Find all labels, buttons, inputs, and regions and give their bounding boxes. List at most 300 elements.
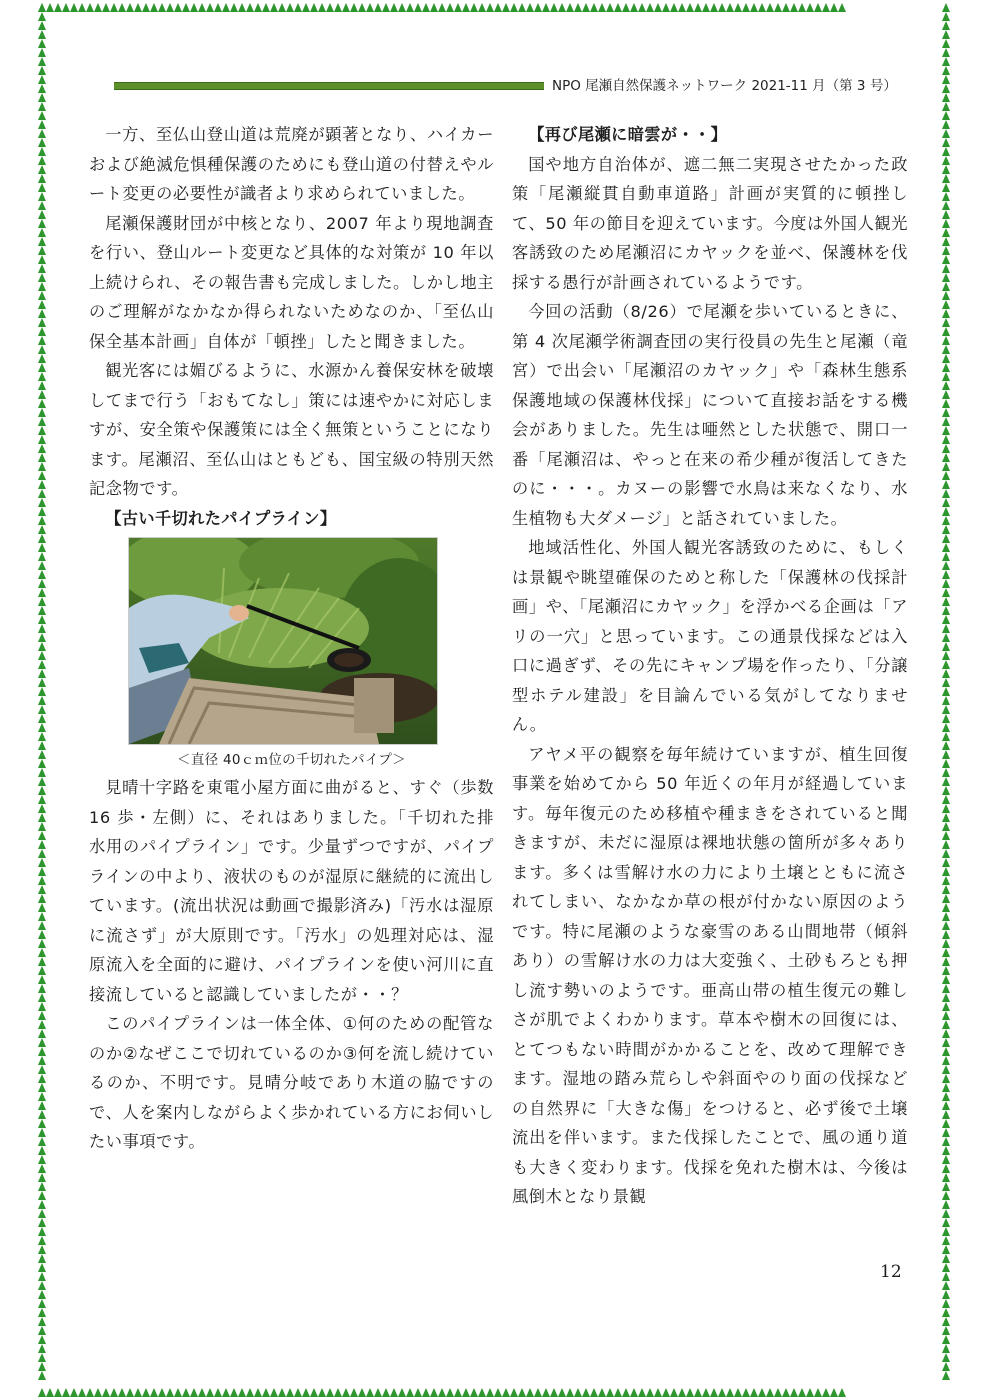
border-triangle <box>334 3 342 12</box>
border-triangle <box>942 192 950 201</box>
border-triangle <box>822 1388 830 1397</box>
border-triangle <box>294 1388 302 1397</box>
border-triangle <box>38 957 46 966</box>
border-triangle <box>702 3 710 12</box>
border-triangle <box>38 1308 46 1317</box>
border-triangle <box>942 156 950 165</box>
border-triangle <box>254 1388 262 1397</box>
border-triangle <box>214 1388 222 1397</box>
border-triangle <box>38 426 46 435</box>
border-triangle <box>38 1155 46 1164</box>
border-triangle <box>38 723 46 732</box>
border-triangle <box>38 309 46 318</box>
border-triangle <box>942 174 950 183</box>
border-triangle <box>38 867 46 876</box>
border-triangle <box>942 291 950 300</box>
border-triangle <box>38 75 46 84</box>
border-triangle <box>534 1388 542 1397</box>
border-triangle <box>942 705 950 714</box>
border-triangle <box>38 1011 46 1020</box>
border-triangle <box>54 1388 62 1397</box>
border-triangle <box>38 660 46 669</box>
border-triangle <box>678 3 686 12</box>
border-triangle <box>942 264 950 273</box>
border-triangle <box>38 111 46 120</box>
border-triangle <box>478 1388 486 1397</box>
border-triangle <box>942 147 950 156</box>
border-triangle <box>734 1388 742 1397</box>
border-triangle <box>766 3 774 12</box>
border-triangle <box>38 516 46 525</box>
border-triangle <box>142 1388 150 1397</box>
border-triangle <box>38 1029 46 1038</box>
border-triangle <box>38 912 46 921</box>
border-triangle <box>942 1119 950 1128</box>
border-triangle <box>942 426 950 435</box>
border-triangle <box>942 957 950 966</box>
border-triangle <box>38 507 46 516</box>
border-triangle <box>614 3 622 12</box>
border-triangle <box>630 3 638 12</box>
border-triangle <box>766 1388 774 1397</box>
border-triangle <box>942 1182 950 1191</box>
border-triangle <box>38 345 46 354</box>
border-triangle <box>742 1388 750 1397</box>
border-triangle <box>942 1020 950 1029</box>
border-triangle <box>38 633 46 642</box>
border-triangle <box>38 948 46 957</box>
border-triangle <box>38 66 46 75</box>
border-triangle <box>38 291 46 300</box>
border-triangle <box>942 696 950 705</box>
border-triangle <box>398 1388 406 1397</box>
border-triangle <box>598 3 606 12</box>
border-triangle <box>814 1388 822 1397</box>
border-triangle <box>542 3 550 12</box>
border-triangle <box>942 1362 950 1371</box>
border-triangle <box>38 1191 46 1200</box>
border-triangle <box>38 831 46 840</box>
border-triangle <box>750 3 758 12</box>
border-triangle <box>942 1056 950 1065</box>
border-triangle <box>38 840 46 849</box>
border-triangle <box>942 39 950 48</box>
border-triangle <box>942 408 950 417</box>
broken-pipe-photo <box>128 537 438 745</box>
border-triangle <box>38 1335 46 1344</box>
border-triangle <box>358 1388 366 1397</box>
border-triangle <box>38 480 46 489</box>
border-triangle <box>38 327 46 336</box>
border-triangle <box>774 3 782 12</box>
photo-caption: ＜直径 40ｃｍ位の千切れたパイプ＞ <box>177 752 406 768</box>
border-triangle <box>654 3 662 12</box>
border-triangle <box>646 3 654 12</box>
border-triangle <box>86 3 94 12</box>
border-triangle <box>38 156 46 165</box>
border-triangle <box>790 1388 798 1397</box>
border-triangle <box>374 1388 382 1397</box>
border-triangle <box>630 1388 638 1397</box>
border-triangle <box>606 3 614 12</box>
border-triangle <box>78 1388 86 1397</box>
border-triangle <box>942 939 950 948</box>
border-triangle <box>38 651 46 660</box>
newsletter-header-title: NPO 尾瀬自然保護ネットワーク 2021-11 月（第 3 号） <box>552 78 897 94</box>
border-triangle <box>942 1263 950 1272</box>
border-triangle <box>942 1299 950 1308</box>
border-triangle <box>454 1388 462 1397</box>
border-triangle <box>174 3 182 12</box>
border-triangle <box>750 1388 758 1397</box>
border-triangle <box>614 1388 622 1397</box>
border-triangle <box>38 1326 46 1335</box>
border-triangle <box>942 1326 950 1335</box>
border-triangle <box>38 615 46 624</box>
border-triangle <box>190 1388 198 1397</box>
border-triangle <box>942 750 950 759</box>
border-triangle <box>702 1388 710 1397</box>
border-triangle <box>942 318 950 327</box>
border-triangle <box>38 462 46 471</box>
border-triangle <box>38 354 46 363</box>
border-triangle <box>806 1388 814 1397</box>
border-triangle <box>262 1388 270 1397</box>
border-triangle <box>38 750 46 759</box>
border-triangle <box>942 1353 950 1362</box>
border-triangle <box>942 993 950 1002</box>
border-triangle <box>430 3 438 12</box>
border-triangle <box>942 1218 950 1227</box>
border-triangle <box>942 588 950 597</box>
border-triangle <box>38 552 46 561</box>
border-triangle <box>38 606 46 615</box>
border-triangle <box>38 390 46 399</box>
border-triangle <box>422 3 430 12</box>
border-triangle <box>38 939 46 948</box>
border-triangle <box>438 1388 446 1397</box>
border-triangle <box>38 1056 46 1065</box>
border-triangle <box>38 1173 46 1182</box>
border-triangle <box>38 183 46 192</box>
border-triangle <box>286 3 294 12</box>
border-triangle <box>430 1388 438 1397</box>
border-triangle <box>38 246 46 255</box>
border-triangle <box>118 3 126 12</box>
border-triangle <box>558 3 566 12</box>
border-triangle <box>262 3 270 12</box>
border-triangle <box>942 786 950 795</box>
border-triangle <box>38 876 46 885</box>
border-triangle <box>38 147 46 156</box>
paragraph: 国や地方自治体が、遮二無二実現させたかった政策「尾瀬縦貫自動車道路」計画が実質的に頓挫して、50 年の節目を迎えています。今度は外国人観光客誘致のため尾瀬沼にカヤックを並べ、保護林を伐採する愚行が計画されているようです。 <box>512 154 908 292</box>
border-triangle <box>310 3 318 12</box>
border-triangle <box>942 975 950 984</box>
border-triangle <box>38 1290 46 1299</box>
border-triangle <box>942 1083 950 1092</box>
border-triangle <box>38 1362 46 1371</box>
border-triangle <box>942 327 950 336</box>
paragraph: 一方、至仏山登山道は荒廃が顕著となり、ハイカーおよび絶滅危惧種保護のためにも登山道の付替えやルート変更の必要性が識者より求められていました。 <box>89 125 494 203</box>
border-triangle <box>102 3 110 12</box>
border-triangle <box>38 741 46 750</box>
border-triangle <box>942 732 950 741</box>
border-triangle <box>942 93 950 102</box>
border-triangle <box>414 1388 422 1397</box>
border-triangle <box>942 1245 950 1254</box>
border-triangle <box>38 1227 46 1236</box>
border-top-decoration <box>38 3 846 12</box>
border-triangle <box>726 3 734 12</box>
border-triangle <box>942 129 950 138</box>
border-triangle <box>38 579 46 588</box>
border-triangle <box>942 714 950 723</box>
border-triangle <box>374 3 382 12</box>
border-triangle <box>38 282 46 291</box>
border-triangle <box>438 3 446 12</box>
border-triangle <box>486 1388 494 1397</box>
border-triangle <box>38 372 46 381</box>
border-triangle <box>134 3 142 12</box>
border-triangle <box>38 1047 46 1056</box>
border-triangle <box>942 228 950 237</box>
border-triangle <box>398 3 406 12</box>
border-triangle <box>942 246 950 255</box>
border-triangle <box>38 561 46 570</box>
border-triangle <box>38 201 46 210</box>
border-triangle <box>782 1388 790 1397</box>
border-triangle <box>38 534 46 543</box>
border-triangle <box>198 1388 206 1397</box>
border-triangle <box>38 1218 46 1227</box>
border-triangle <box>38 363 46 372</box>
border-triangle <box>38 1272 46 1281</box>
border-triangle <box>38 453 46 462</box>
border-triangle <box>38 228 46 237</box>
border-triangle <box>942 1335 950 1344</box>
border-triangle <box>942 1191 950 1200</box>
border-triangle <box>942 273 950 282</box>
paragraph: 尾瀬保護財団が中核となり、2007 年より現地調査を行い、登山ルート変更など具体的な対策が 10 年以上続けられ、その報告書も完成しました。しかし地主のご理解がなかなか得られないためなのか、「至仏山保全基本計画」自体が「頓挫」したと聞きました。 <box>89 213 494 351</box>
border-triangle <box>942 282 950 291</box>
border-triangle <box>38 570 46 579</box>
border-triangle <box>942 237 950 246</box>
broken-pipe-photo-illustration <box>129 538 437 744</box>
border-triangle <box>142 3 150 12</box>
border-triangle <box>38 1101 46 1110</box>
border-triangle <box>942 561 950 570</box>
border-triangle <box>302 1388 310 1397</box>
border-triangle <box>318 1388 326 1397</box>
border-triangle <box>942 894 950 903</box>
border-triangle <box>222 3 230 12</box>
border-triangle <box>942 687 950 696</box>
border-triangle <box>390 1388 398 1397</box>
border-triangle <box>942 1209 950 1218</box>
border-triangle <box>294 3 302 12</box>
header-rule <box>114 82 544 90</box>
border-triangle <box>662 1388 670 1397</box>
border-triangle <box>942 1002 950 1011</box>
border-triangle <box>942 1110 950 1119</box>
border-triangle <box>670 1388 678 1397</box>
paragraph: 今回の活動（8/26）で尾瀬を歩いているときに、第 4 次尾瀬学術調査団の実行役員の先生と尾瀬（竜宮）で出会い「尾瀬沼のカヤック」や「森林生態系保護地域の保護林伐採」について直接お話をする機会がありました。先生は唖然とした状態で、開口一番「尾瀬沼は、やっと在来の希少種が復活してきたのに・・・。カヌーの影響で水鳥は来なくなり、水生植物も大ダメージ」と話されていました。 <box>512 302 908 528</box>
border-triangle <box>38 318 46 327</box>
border-triangle <box>38 687 46 696</box>
border-triangle <box>326 1388 334 1397</box>
section-heading-pipeline: 【古い千切れたパイプライン】 <box>105 508 337 528</box>
border-triangle <box>694 3 702 12</box>
border-triangle <box>38 1020 46 1029</box>
border-triangle <box>38 48 46 57</box>
border-triangle <box>638 1388 646 1397</box>
border-triangle <box>942 399 950 408</box>
border-triangle <box>942 435 950 444</box>
border-triangle <box>678 1388 686 1397</box>
border-triangle <box>38 1074 46 1083</box>
border-triangle <box>758 1388 766 1397</box>
border-triangle <box>366 3 374 12</box>
border-triangle <box>38 273 46 282</box>
border-triangle <box>710 1388 718 1397</box>
border-triangle <box>182 1388 190 1397</box>
border-triangle <box>38 768 46 777</box>
border-triangle <box>838 1388 846 1397</box>
border-triangle <box>942 1029 950 1038</box>
border-triangle <box>286 1388 294 1397</box>
border-triangle <box>38 849 46 858</box>
border-triangle <box>942 1047 950 1056</box>
border-triangle <box>942 525 950 534</box>
border-triangle <box>38 435 46 444</box>
border-triangle <box>406 3 414 12</box>
border-triangle <box>510 1388 518 1397</box>
border-triangle <box>518 1388 526 1397</box>
border-triangle <box>814 3 822 12</box>
border-triangle <box>942 921 950 930</box>
border-triangle <box>38 1182 46 1191</box>
border-triangle <box>942 345 950 354</box>
border-triangle <box>302 3 310 12</box>
border-triangle <box>942 552 950 561</box>
border-triangle <box>942 858 950 867</box>
border-triangle <box>942 57 950 66</box>
paragraph: 地域活性化、外国人観光客誘致のために、もしくは景観や眺望確保のためと称した「保護林の伐採計画」や、「尾瀬沼にカヤック」を浮かべる企画は「アリの一穴」と思っています。この通景伐採などは入口に過ぎず、その先にキャンプ場を作ったり、「分譲型ホテル建設」を目論んでいる気がしてなりません。 <box>512 538 908 734</box>
border-triangle <box>942 804 950 813</box>
border-triangle <box>62 3 70 12</box>
border-triangle <box>38 804 46 813</box>
border-triangle <box>38 1281 46 1290</box>
border-triangle <box>38 1083 46 1092</box>
page-number: 12 <box>880 1262 902 1282</box>
border-triangle <box>158 3 166 12</box>
border-triangle <box>102 1388 110 1397</box>
paragraph: アヤメ平の観察を毎年続けていますが、植生回復事業を始めてから 50 年近くの年月が経過しています。毎年復元のため移植や種まきをされていると聞きますが、未だに湿原は裸地状態の箇所が多々あります。多くは雪解け水の力により土壌とともに流されてしまい、なかなか草の根が付かない原因のようです。特に尾瀬のような豪雪のある山間地帯（傾斜あり）の雪解け水の力は大変強く、土砂もろとも押し流す勢いのようです。亜高山帯の植生復元の難しさが肌でよくわかります。草本や樹木の回復には、とてつもない時間がかかることを、改めて理解できます。湿地の踏み荒らしや斜面やのり面の伐採などの自然界に「大きな傷」をつけると、必ず後で土壌流出を伴います。また伐採したことで、風の通り道も大きく変わります。伐採を免れた樹木は、今後は風倒木となり景観 <box>512 744 908 1206</box>
border-triangle <box>126 1388 134 1397</box>
border-triangle <box>942 138 950 147</box>
border-triangle <box>942 48 950 57</box>
border-triangle <box>502 1388 510 1397</box>
border-triangle <box>38 84 46 93</box>
border-triangle <box>830 3 838 12</box>
border-triangle <box>694 1388 702 1397</box>
border-triangle <box>38 336 46 345</box>
border-left-decoration <box>38 3 46 1380</box>
border-triangle <box>38 1137 46 1146</box>
border-triangle <box>206 3 214 12</box>
border-triangle <box>38 1146 46 1155</box>
border-triangle <box>942 624 950 633</box>
border-triangle <box>38 1128 46 1137</box>
border-triangle <box>158 1388 166 1397</box>
border-triangle <box>38 489 46 498</box>
border-triangle <box>942 480 950 489</box>
border-triangle <box>942 966 950 975</box>
border-triangle <box>942 363 950 372</box>
border-triangle <box>38 471 46 480</box>
border-triangle <box>686 3 694 12</box>
border-triangle <box>942 84 950 93</box>
border-triangle <box>942 507 950 516</box>
border-bottom-decoration <box>38 1388 846 1397</box>
border-triangle <box>942 651 950 660</box>
border-triangle <box>942 201 950 210</box>
border-triangle <box>358 3 366 12</box>
border-triangle <box>38 984 46 993</box>
border-triangle <box>38 255 46 264</box>
border-triangle <box>726 1388 734 1397</box>
border-triangle <box>942 597 950 606</box>
border-triangle <box>38 399 46 408</box>
border-triangle <box>38 30 46 39</box>
border-triangle <box>574 3 582 12</box>
border-triangle <box>38 12 46 21</box>
border-triangle <box>238 3 246 12</box>
border-triangle <box>118 1388 126 1397</box>
border-triangle <box>38 381 46 390</box>
border-triangle <box>942 1074 950 1083</box>
border-triangle <box>38 894 46 903</box>
border-right-decoration <box>942 3 950 1380</box>
border-triangle <box>942 309 950 318</box>
border-triangle <box>62 1388 70 1397</box>
border-triangle <box>942 678 950 687</box>
border-triangle <box>942 75 950 84</box>
border-triangle <box>38 975 46 984</box>
border-triangle <box>526 3 534 12</box>
border-triangle <box>414 3 422 12</box>
border-triangle <box>942 1137 950 1146</box>
border-triangle <box>942 813 950 822</box>
border-triangle <box>942 1236 950 1245</box>
border-triangle <box>942 1200 950 1209</box>
border-triangle <box>574 1388 582 1397</box>
border-triangle <box>38 966 46 975</box>
border-triangle <box>622 1388 630 1397</box>
border-triangle <box>38 237 46 246</box>
border-triangle <box>942 840 950 849</box>
border-triangle <box>166 3 174 12</box>
border-triangle <box>942 3 950 12</box>
border-triangle <box>38 993 46 1002</box>
border-triangle <box>382 3 390 12</box>
border-triangle <box>38 696 46 705</box>
border-triangle <box>38 786 46 795</box>
border-triangle <box>54 3 62 12</box>
border-triangle <box>462 1388 470 1397</box>
border-triangle <box>38 921 46 930</box>
border-triangle <box>942 867 950 876</box>
